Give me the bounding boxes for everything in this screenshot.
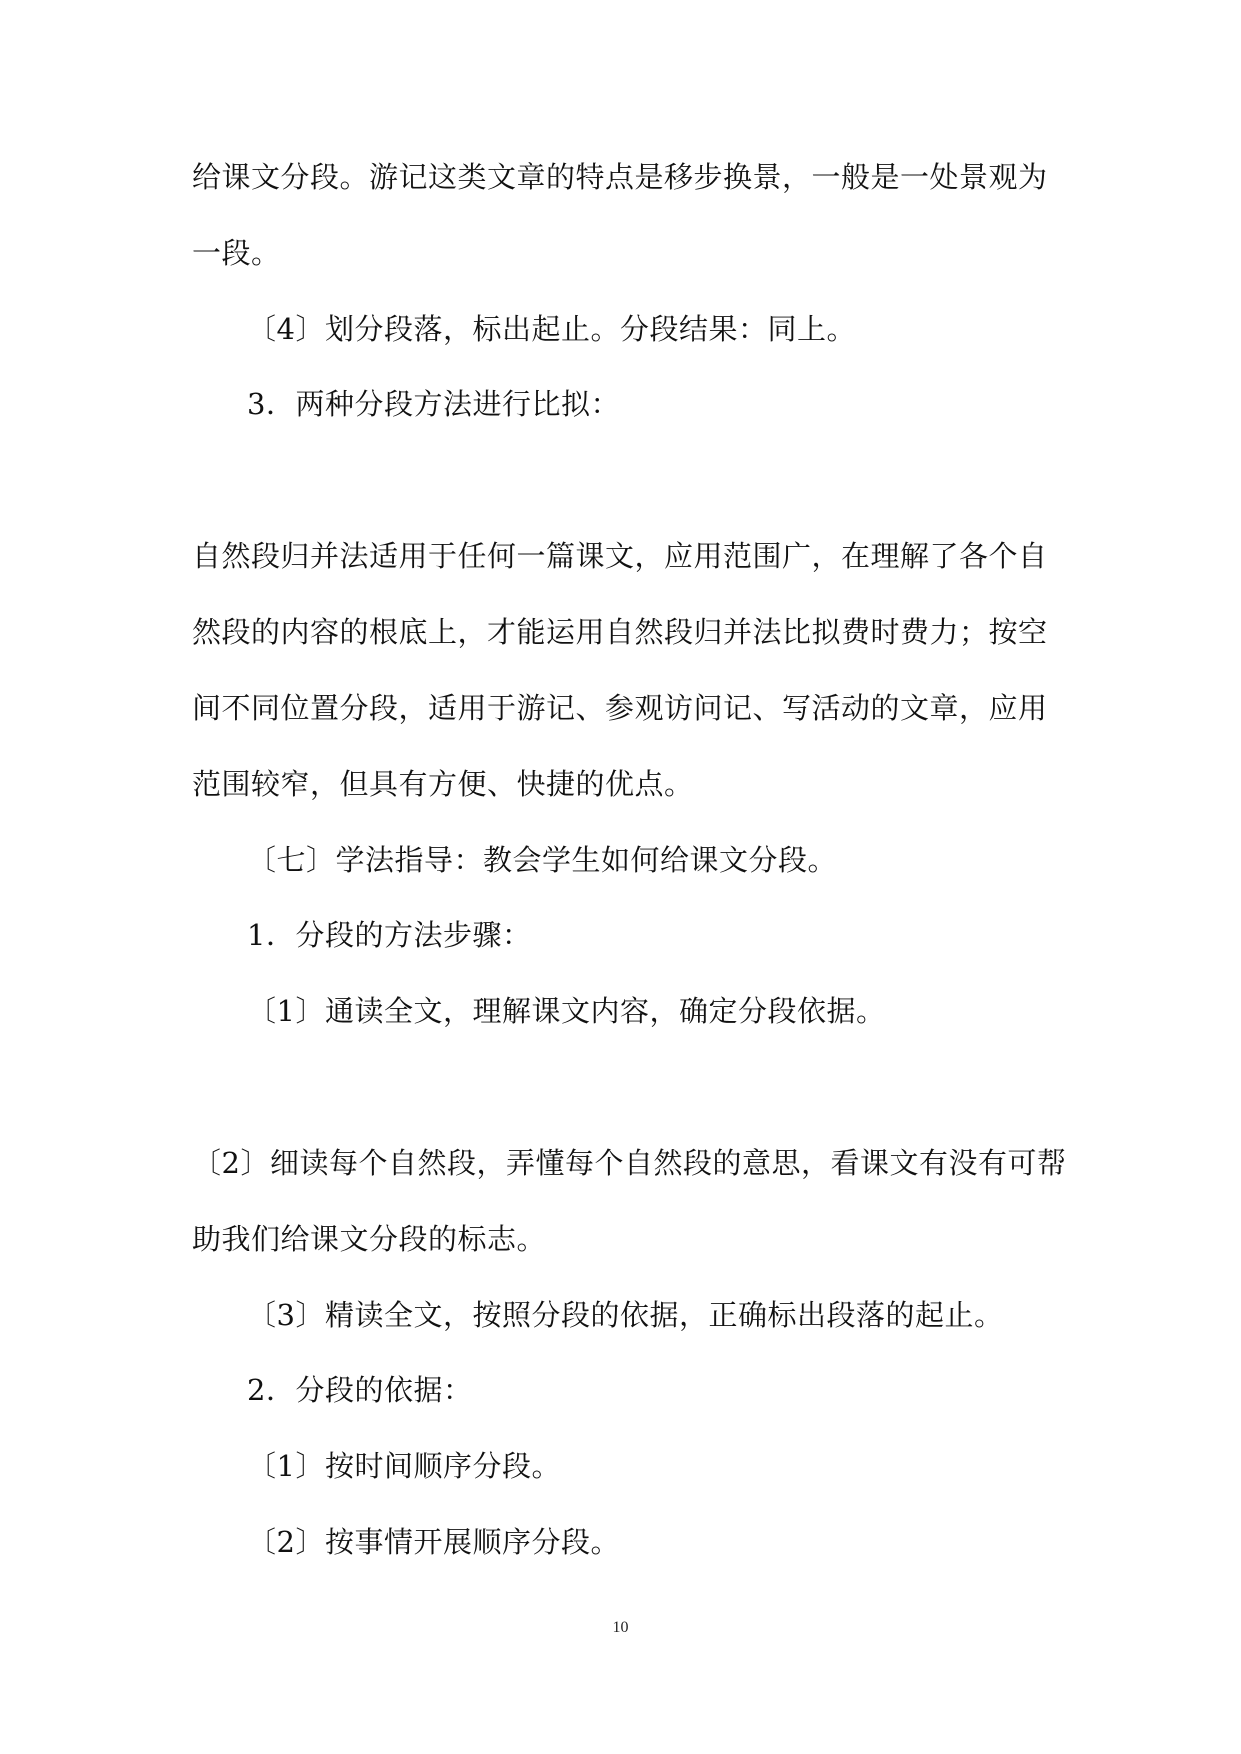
body-text-line: 自然段归并法适用于任何一篇课文，应用范围广，在理解了各个自: [192, 539, 1048, 573]
body-text-line: 间不同位置分段，适用于游记、参观访问记、写活动的文章，应用: [192, 691, 1048, 725]
list-item-line: 〔2〕细读每个自然段，弄懂每个自然段的意思，看课文有没有可帮: [192, 1146, 1067, 1180]
section-heading-line: 〔七〕学法指导：教会学生如何给课文分段。: [247, 843, 838, 877]
body-text-line: 给课文分段。游记这类文章的特点是移步换景，一般是一处景观为: [192, 160, 1048, 194]
body-text-line: 一段。: [192, 236, 281, 270]
list-item-line: 〔2〕按事情开展顺序分段。: [247, 1525, 620, 1559]
body-text-line: 然段的内容的根底上，才能运用自然段归并法比拟费时费力；按空: [192, 615, 1048, 649]
body-text-line: 助我们给课文分段的标志。: [192, 1222, 547, 1256]
page-number: 10: [612, 1619, 629, 1636]
body-text-line: 范围较窄，但具有方便、快捷的优点。: [192, 767, 694, 801]
section-heading-line: 3．两种分段方法进行比拟：: [247, 387, 620, 421]
list-item-line: 〔1〕通读全文，理解课文内容，确定分段依据。: [247, 994, 886, 1028]
list-item-line: 〔3〕精读全文，按照分段的依据，正确标出段落的起止。: [247, 1298, 1004, 1332]
list-item-line: 〔4〕划分段落，标出起止。分段结果：同上。: [247, 312, 856, 346]
list-item-line: 〔1〕按时间顺序分段。: [247, 1449, 561, 1483]
section-heading-line: 2．分段的依据：: [247, 1373, 473, 1407]
section-heading-line: 1．分段的方法步骤：: [247, 918, 532, 952]
